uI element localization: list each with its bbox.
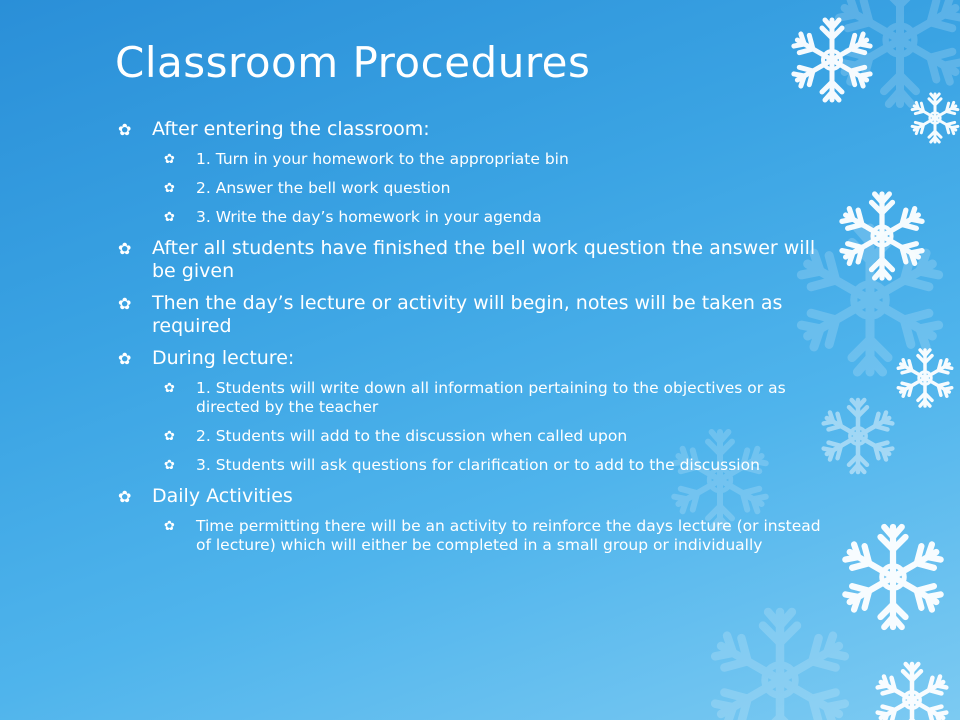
- flower-bullet-icon: ✿: [118, 349, 132, 368]
- sub-list-item: [118, 208, 828, 227]
- sub-list-item-text: 2. Students will add to the discussion when called upon: [196, 427, 628, 445]
- flower-bullet-icon: ✿: [118, 239, 132, 258]
- flower-bullet-icon: ✿: [118, 120, 132, 139]
- flower-bullet-icon: ✿: [118, 294, 132, 313]
- flower-bullet-icon: ✿: [164, 429, 175, 444]
- sub-list-item: [118, 427, 828, 446]
- list-item-text: Daily Activities: [152, 485, 293, 507]
- sub-list-item-text: 2. Answer the bell work question: [196, 179, 451, 197]
- list-item: [118, 237, 828, 283]
- list-item: [118, 347, 828, 370]
- list-item-text: After entering the classroom:: [152, 118, 430, 140]
- slide-title: Classroom Procedures: [115, 38, 591, 87]
- flower-bullet-icon: ✿: [164, 519, 175, 534]
- list-item-text: Then the day’s lecture or activity will begin, notes will be taken as required: [152, 292, 783, 337]
- sub-list-item: [118, 379, 828, 417]
- flower-bullet-icon: ✿: [164, 210, 175, 225]
- sub-list-item: [118, 179, 828, 198]
- flower-bullet-icon: ✿: [164, 381, 175, 396]
- flower-bullet-icon: ✿: [164, 181, 175, 196]
- sub-list-item-text: 1. Students will write down all information pertaining to the objectives or as directed by the teacher: [196, 379, 786, 416]
- flower-bullet-icon: ✿: [164, 152, 175, 167]
- list-item: [118, 485, 828, 508]
- list-item: [118, 292, 828, 338]
- list-item-text: After all students have finished the bell work question the answer will be given: [152, 237, 816, 282]
- sub-list-item: [118, 517, 828, 555]
- sub-list-item: [118, 456, 828, 475]
- list-item: [118, 118, 828, 141]
- bullet-list: [118, 118, 828, 565]
- sub-list-item-text: 3. Write the day’s homework in your agenda: [196, 208, 542, 226]
- flower-bullet-icon: ✿: [164, 458, 175, 473]
- list-item-text: During lecture:: [152, 347, 295, 369]
- sub-list-item: [118, 150, 828, 169]
- sub-list-item-text: 3. Students will ask questions for clarification or to add to the discussion: [196, 456, 760, 474]
- sub-list-item-text: Time permitting there will be an activity to reinforce the days lecture (or instead of lecture) which will either be completed in a small group or individually: [196, 517, 821, 554]
- flower-bullet-icon: ✿: [118, 487, 132, 506]
- sub-list-item-text: 1. Turn in your homework to the appropriate bin: [196, 150, 569, 168]
